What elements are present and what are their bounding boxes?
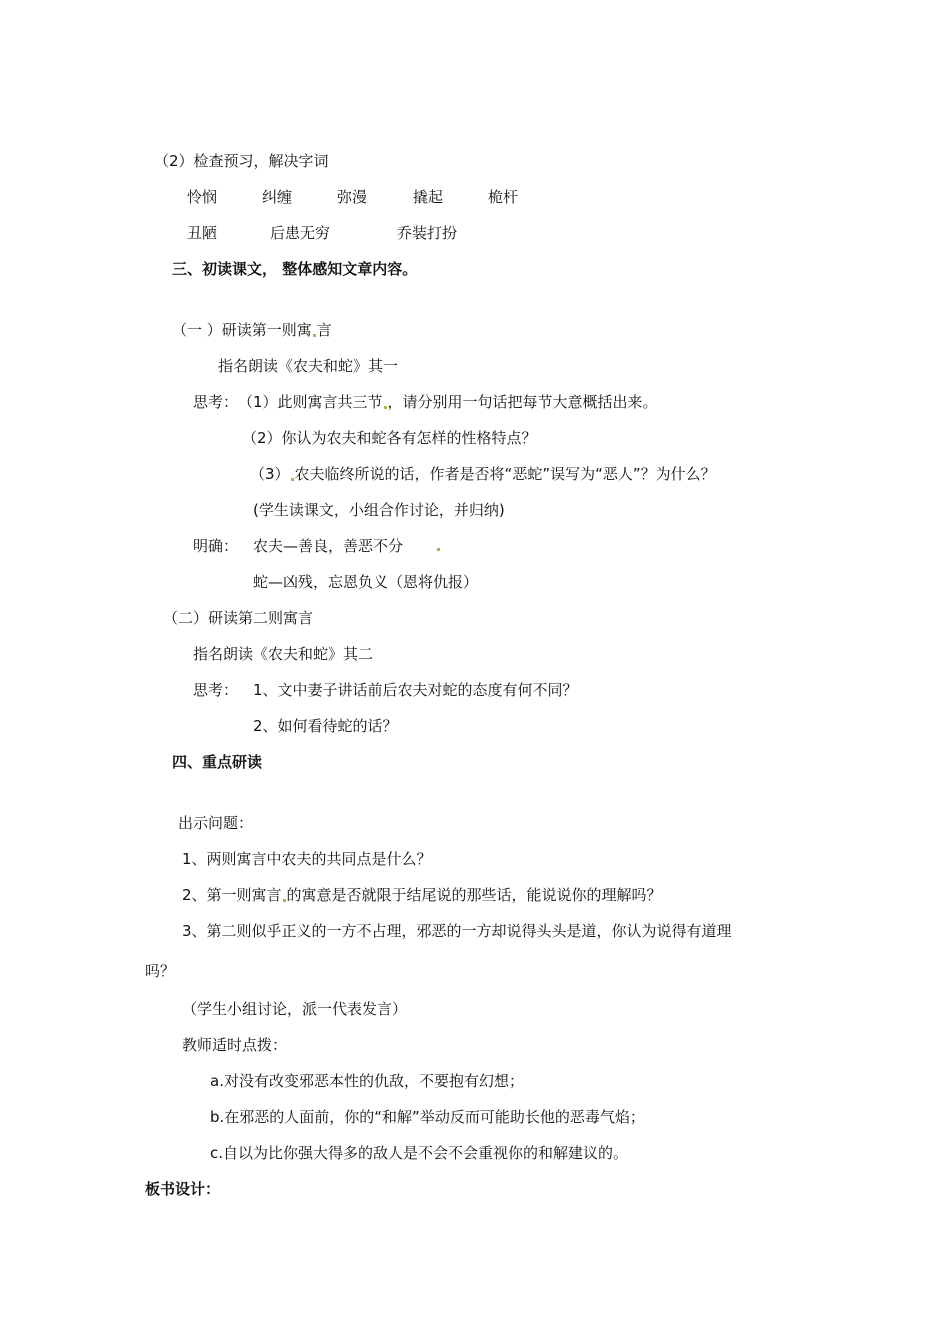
vocab-word: 弥漫 <box>337 188 368 206</box>
part2-q1: 1、文中妻子讲话前后农夫对蛇的态度有何不同？ <box>253 681 578 699</box>
part1-note: (学生读课文，小组合作讨论，并归纳) <box>253 501 505 519</box>
section4-q2: 2、第一则寓言 的寓意是否就限于结尾说的那些话，能说说你的理解吗？ <box>182 886 662 904</box>
vocab-word: 丑陋 <box>187 224 218 242</box>
clarify-line1: 农夫—善良，善恶不分 <box>253 537 404 555</box>
section2-heading: （2）检查预习，解决字词 <box>154 152 329 170</box>
guidance-point: a.对没有改变邪恶本性的仇敌，不要抱有幻想； <box>210 1072 524 1090</box>
vocab-word: 桅杆 <box>488 188 519 206</box>
clarify-line2: 蛇—凶残，忘恩负义（恩将仇报） <box>253 573 479 591</box>
section4-note: （学生小组讨论，派一代表发言） <box>182 1000 408 1018</box>
vocab-word: 后患无穷 <box>270 224 331 242</box>
section4-heading: 四、重点研读 <box>172 753 263 771</box>
teacher-guidance: 教师适时点拨： <box>182 1036 288 1054</box>
think-label: 思考： <box>193 681 239 699</box>
vocab-word: 怜悯 <box>187 188 218 206</box>
part1-q1: （1）此则寓言共三节 ，请分别用一句话把每节大意概括出来。 <box>238 393 658 411</box>
part2-q2: 2、如何看待蛇的话？ <box>253 717 398 735</box>
part1-title: （一 ）研读第一则寓 言 <box>172 321 332 339</box>
clarify-label: 明确： <box>193 537 239 555</box>
think-label: 思考： <box>193 393 239 411</box>
guidance-point: b.在邪恶的人面前，你的“和解”举动反而可能助长他的恶毒气焰； <box>210 1108 645 1126</box>
mark-dot <box>313 334 316 337</box>
part1-q3: （3） 农夫临终所说的话，作者是否将“恶蛇”误写为“恶人”？为什么？ <box>250 465 716 483</box>
mark-dot <box>291 478 294 481</box>
part1-read: 指名朗读《农夫和蛇》其一 <box>218 357 399 375</box>
part2-title: （二）研读第二则寓言 <box>163 609 314 627</box>
section4-prompt: 出示问题： <box>178 814 254 832</box>
section4-q3-line1: 3、第二则似乎正义的一方不占理，邪恶的一方却说得头头是道，你认为说得有道理 <box>182 922 732 940</box>
vocab-word: 纠缠 <box>262 188 293 206</box>
vocab-word: 乔装打扮 <box>397 224 458 242</box>
section4-q1: 1、两则寓言中农夫的共同点是什么？ <box>182 850 432 868</box>
part1-q2: （2）你认为农夫和蛇各有怎样的性格特点？ <box>242 429 537 447</box>
vocab-word: 撬起 <box>413 188 444 206</box>
mark-dot <box>283 899 286 902</box>
guidance-point: c.自以为比你强大得多的敌人是不会不会重视你的和解建议的。 <box>210 1144 629 1162</box>
section3-heading: 三、初读课文， 整体感知文章内容。 <box>172 260 418 278</box>
mark-dot <box>384 406 387 409</box>
board-heading: 板书设计： <box>145 1180 221 1198</box>
part2-read: 指名朗读《农夫和蛇》其二 <box>193 645 374 663</box>
section4-q3-line2: 吗？ <box>145 962 176 980</box>
mark-dot <box>437 548 440 551</box>
